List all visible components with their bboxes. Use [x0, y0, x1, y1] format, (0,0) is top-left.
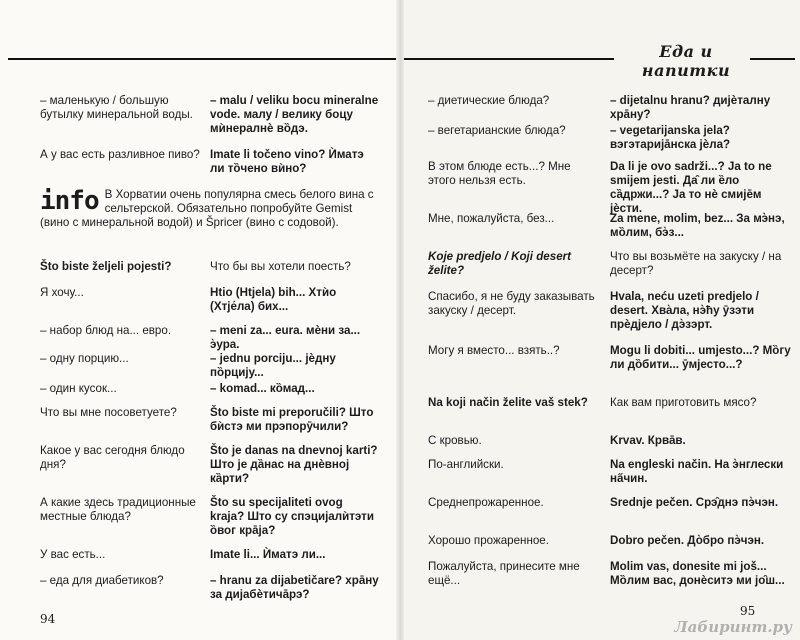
russian-phrase: С кровью.: [428, 434, 482, 447]
phrase-row: [40, 260, 400, 274]
section-title: Еда и напитки: [626, 42, 746, 80]
russian-phrase: – маленькую / большую бутылку минеральной воды.: [40, 94, 193, 121]
phrase-row: [428, 458, 800, 486]
phrase-row: [428, 434, 800, 448]
croatian-phrase: Za mene, molim, bez... За мэ̀нэ, мȍлим, бэ̀з...: [610, 212, 785, 239]
russian-phrase: – один кусок...: [40, 382, 117, 395]
croatian-phrase: Što biste željeli pojesti?: [40, 260, 172, 273]
croatian-phrase: Krvav. Крва̄в.: [610, 434, 686, 447]
russian-phrase: По-английски.: [428, 458, 504, 471]
russian-phrase: Я хочу...: [40, 286, 84, 299]
phrase-row: [428, 396, 800, 424]
croatian-phrase: Imate li... Ѝматэ ли...: [210, 548, 326, 561]
croatian-phrase: – hranu za dijabetičare? хра̄ну за дијабѐтича̄рэ?: [210, 574, 379, 601]
russian-phrase: – еда для диабетиков?: [40, 574, 164, 587]
phrase-row: [40, 286, 400, 314]
russian-phrase: Среднепрожаренное.: [428, 496, 544, 509]
croatian-phrase: Dobro pečen. До̀бро пэ̀чэн.: [610, 534, 765, 547]
phrase-row: [428, 124, 800, 152]
russian-phrase: Что вы мне посоветуете?: [40, 406, 177, 419]
russian-phrase: – набор блюд на... евро.: [40, 324, 172, 337]
phrase-row: [40, 324, 400, 352]
croatian-phrase: – meni za... eura. мѐни за... э̀ура.: [210, 324, 361, 351]
watermark: Лабиринт.ру: [674, 618, 792, 636]
croatian-phrase: Htio (Htjela) bih... Хтѝо (Хтје́ла) бих...: [210, 286, 337, 313]
croatian-phrase: – vegetarijanska jela? вэгэтарија̄нска јѐла?: [610, 124, 731, 151]
russian-phrase: Спасибо, я не буду заказывать закуску / десерт.: [428, 290, 595, 317]
phrase-row: [40, 444, 400, 485]
russian-phrase: У вас есть...: [40, 548, 106, 561]
phrase-row: [40, 148, 400, 176]
russian-phrase: Хорошо прожаренное.: [428, 534, 549, 547]
croatian-phrase: Da li je ovo sadrži...? Ja to ne smijem jesti. Да̑ ли ȅло сȁдржи...? Ја то нѐ смије̄м јѐсти.: [610, 160, 772, 215]
croatian-phrase: Mogu li dobiti... umjesto...? Мȍгу ли дȍбити... ӯмјесто...?: [610, 344, 791, 371]
russian-phrase: – диетические блюда?: [428, 94, 550, 107]
russian-phrase: – одну порцию...: [40, 352, 129, 365]
phrase-row: [428, 160, 800, 215]
croatian-phrase: Hvala, neću uzeti predjelo / desert. Хва̀ла, нэ̀ћу ӯзэти прѐдјело / дэ̀зэрт.: [610, 290, 759, 331]
russian-phrase: Мне, пожалуйста, без...: [428, 212, 555, 225]
header-rule-right: [404, 58, 614, 60]
croatian-phrase: Koje predjelo / Koji desert želite?: [428, 250, 572, 277]
croatian-phrase: Imate li točeno vino? Ѝматэ ли тȍченo вѝно?: [210, 148, 364, 175]
phrase-row: [428, 534, 800, 548]
phrase-row: [40, 574, 400, 602]
phrase-row: [428, 560, 800, 602]
phrase-row: [40, 352, 400, 380]
russian-phrase: Пожалуйста, принесите мне ещё...: [428, 560, 580, 587]
croatian-phrase: Što su specijaliteti ovog kraja? Што су спэцијалѝтэти ȍвог кра̄ја?: [210, 496, 374, 537]
header-rule-left: [8, 58, 396, 60]
russian-phrase: Что вы возьмёте на закуску / на десерт?: [610, 250, 782, 277]
page-number-left: 94: [40, 612, 56, 626]
russian-phrase: Какое у вас сегодня блюдо дня?: [40, 444, 185, 471]
russian-phrase: Могу я вместо... взять..?: [428, 344, 560, 357]
croatian-phrase: – komad... кȍмад...: [210, 382, 315, 395]
russian-phrase: Что бы вы хотели поесть?: [210, 260, 351, 273]
russian-phrase: В этом блюде есть...? Мне этого нельзя есть.: [428, 160, 571, 187]
croatian-phrase: Na koji način želite vaš stek?: [428, 396, 588, 409]
croatian-phrase: Srednje pečen. Срэ̑днэ пэ̀чэн.: [610, 496, 779, 509]
croatian-phrase: Što biste mi preporučili? Што бѝстэ ми прэпорӯчили?: [210, 406, 374, 433]
phrase-row: [40, 382, 400, 396]
phrase-row: [428, 290, 800, 332]
croatian-phrase: – dijetalnu hranu? дијѐталну хра̄ну?: [610, 94, 771, 121]
russian-phrase: Как вам приготовить мясо?: [610, 396, 757, 409]
phrase-row: [428, 94, 800, 122]
russian-phrase: – вегетарианские блюда?: [428, 124, 566, 137]
phrase-row: [40, 496, 400, 537]
phrase-row: [40, 548, 400, 562]
phrase-row: [428, 250, 800, 278]
header-rule-right-end: [750, 58, 795, 60]
russian-phrase: А какие здесь традиционные местные блюда?: [40, 496, 196, 523]
info-box: [40, 188, 380, 230]
croatian-phrase: Što je danas na dnevnoj karti? Што је дȁнас на днѐвној кȁрти?: [210, 444, 378, 485]
russian-phrase: А у вас есть разливное пиво?: [40, 148, 200, 161]
croatian-phrase: Molim vas, donesite mi još... Мȍлим вас, донѐситэ ми јо̑ш...: [610, 560, 785, 587]
phrase-row: [428, 212, 800, 240]
croatian-phrase: – malu / veliku bocu mineralne vode. малу / велику боцу мѝнералнѐ вȍдэ.: [210, 94, 379, 135]
phrase-row: [40, 406, 400, 434]
page-number-right: 95: [740, 604, 756, 618]
croatian-phrase: – jednu porciju... јѐдну пȍрцију...: [210, 352, 336, 379]
info-logo: info: [40, 186, 99, 216]
phrase-row: [40, 94, 400, 136]
croatian-phrase: Na engleski način. На э̀нглески нa̋чин.: [610, 458, 784, 485]
phrase-row: [428, 344, 800, 386]
info-text: В Хорватии очень популярна смесь белого вина с сельтерской. Обязательно попробуйте Gemist (вино с минеральной водой) и Špricer (вино с содовой).: [40, 188, 374, 229]
phrase-row: [428, 496, 800, 524]
